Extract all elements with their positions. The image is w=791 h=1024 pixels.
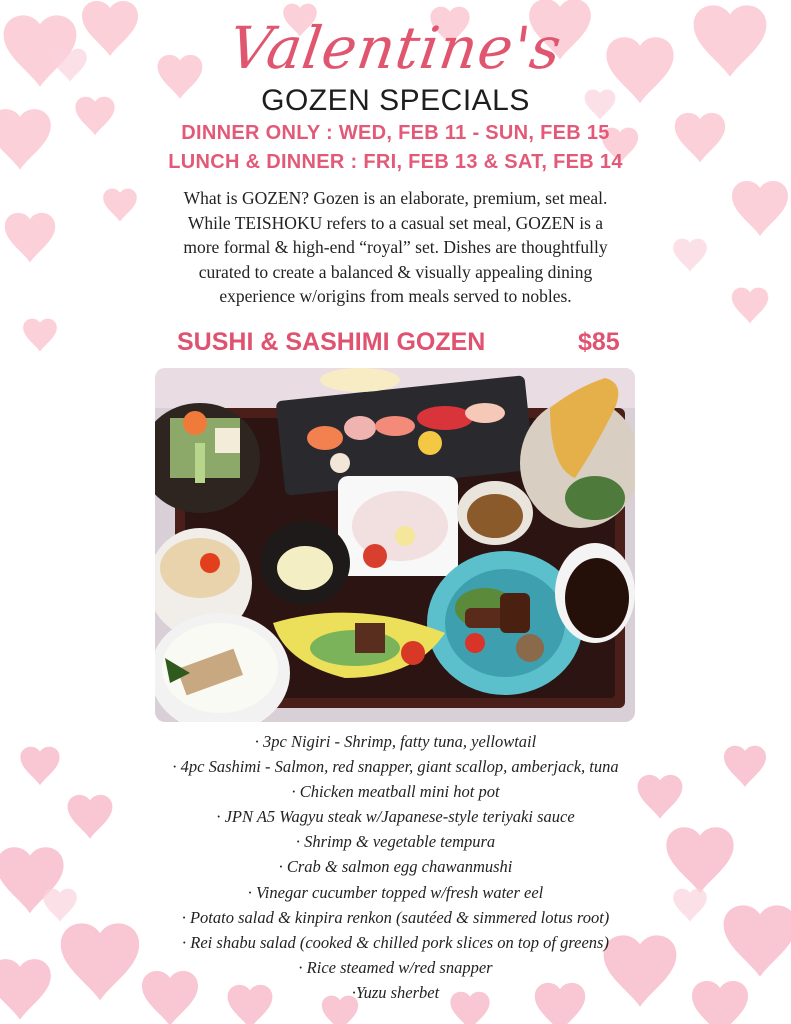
menu-items-list bbox=[0, 729, 791, 1005]
dinner-only-dates: DINNER ONLY : WED, FEB 11 - SUN, FEB 15 bbox=[181, 122, 610, 144]
menu-item-potato-salad: · Potato salad & kinpira renkon (sautéed & simmered lotus root) bbox=[181, 907, 610, 927]
menu-item-rei-shabu: · Rei shabu salad (cooked & chilled pork slices on top of greens) bbox=[182, 932, 609, 952]
valentines-script-title: Valentine's bbox=[224, 14, 567, 82]
menu-item-sherbet: ·Yuzu sherbet bbox=[351, 982, 440, 1002]
menu-item-sashimi: · 4pc Sashimi - Salmon, red snapper, giant scallop, amberjack, tuna bbox=[172, 757, 619, 777]
menu-item-nigiri: · 3pc Nigiri - Shrimp, fatty tuna, yellowtail bbox=[254, 732, 537, 751]
gozen-specials-subtitle: GOZEN SPECIALS bbox=[261, 84, 530, 117]
menu-title: SUSHI & SASHIMI GOZEN bbox=[177, 328, 486, 356]
lunch-dinner-dates: LUNCH & DINNER : FRI, FEB 13 & SAT, FEB 14 bbox=[168, 151, 623, 173]
intro-line: What is GOZEN? Gozen is an elaborate, premium, set meal. bbox=[183, 188, 608, 208]
menu-item-hot-pot: · Chicken meatball mini hot pot bbox=[291, 782, 500, 802]
menu-item-chawanmushi: · Crab & salmon egg chawanmushi bbox=[278, 857, 513, 877]
menu-item-cucumber-eel: · Vinegar cucumber topped w/fresh water eel bbox=[247, 882, 544, 902]
intro-line: curated to create a balanced & visually appealing dining bbox=[198, 261, 593, 282]
menu-item-wagyu: · JPN A5 Wagyu steak w/Japanese-style teriyaki sauce bbox=[216, 807, 575, 827]
menu-item-tempura: · Shrimp & vegetable tempura bbox=[295, 832, 496, 852]
gozen-meal-photo bbox=[155, 368, 635, 722]
intro-line: experience w/origins from meals served to nobles. bbox=[219, 286, 572, 306]
gozen-description bbox=[140, 186, 651, 309]
menu-price: $85 bbox=[578, 328, 620, 356]
intro-line: more formal & high-end “royal” set. Dishes are thoughtfully bbox=[183, 237, 608, 257]
menu-item-rice: · Rice steamed w/red snapper bbox=[298, 957, 493, 977]
intro-line: While TEISHOKU refers to a casual set meal, GOZEN is a bbox=[187, 212, 604, 233]
